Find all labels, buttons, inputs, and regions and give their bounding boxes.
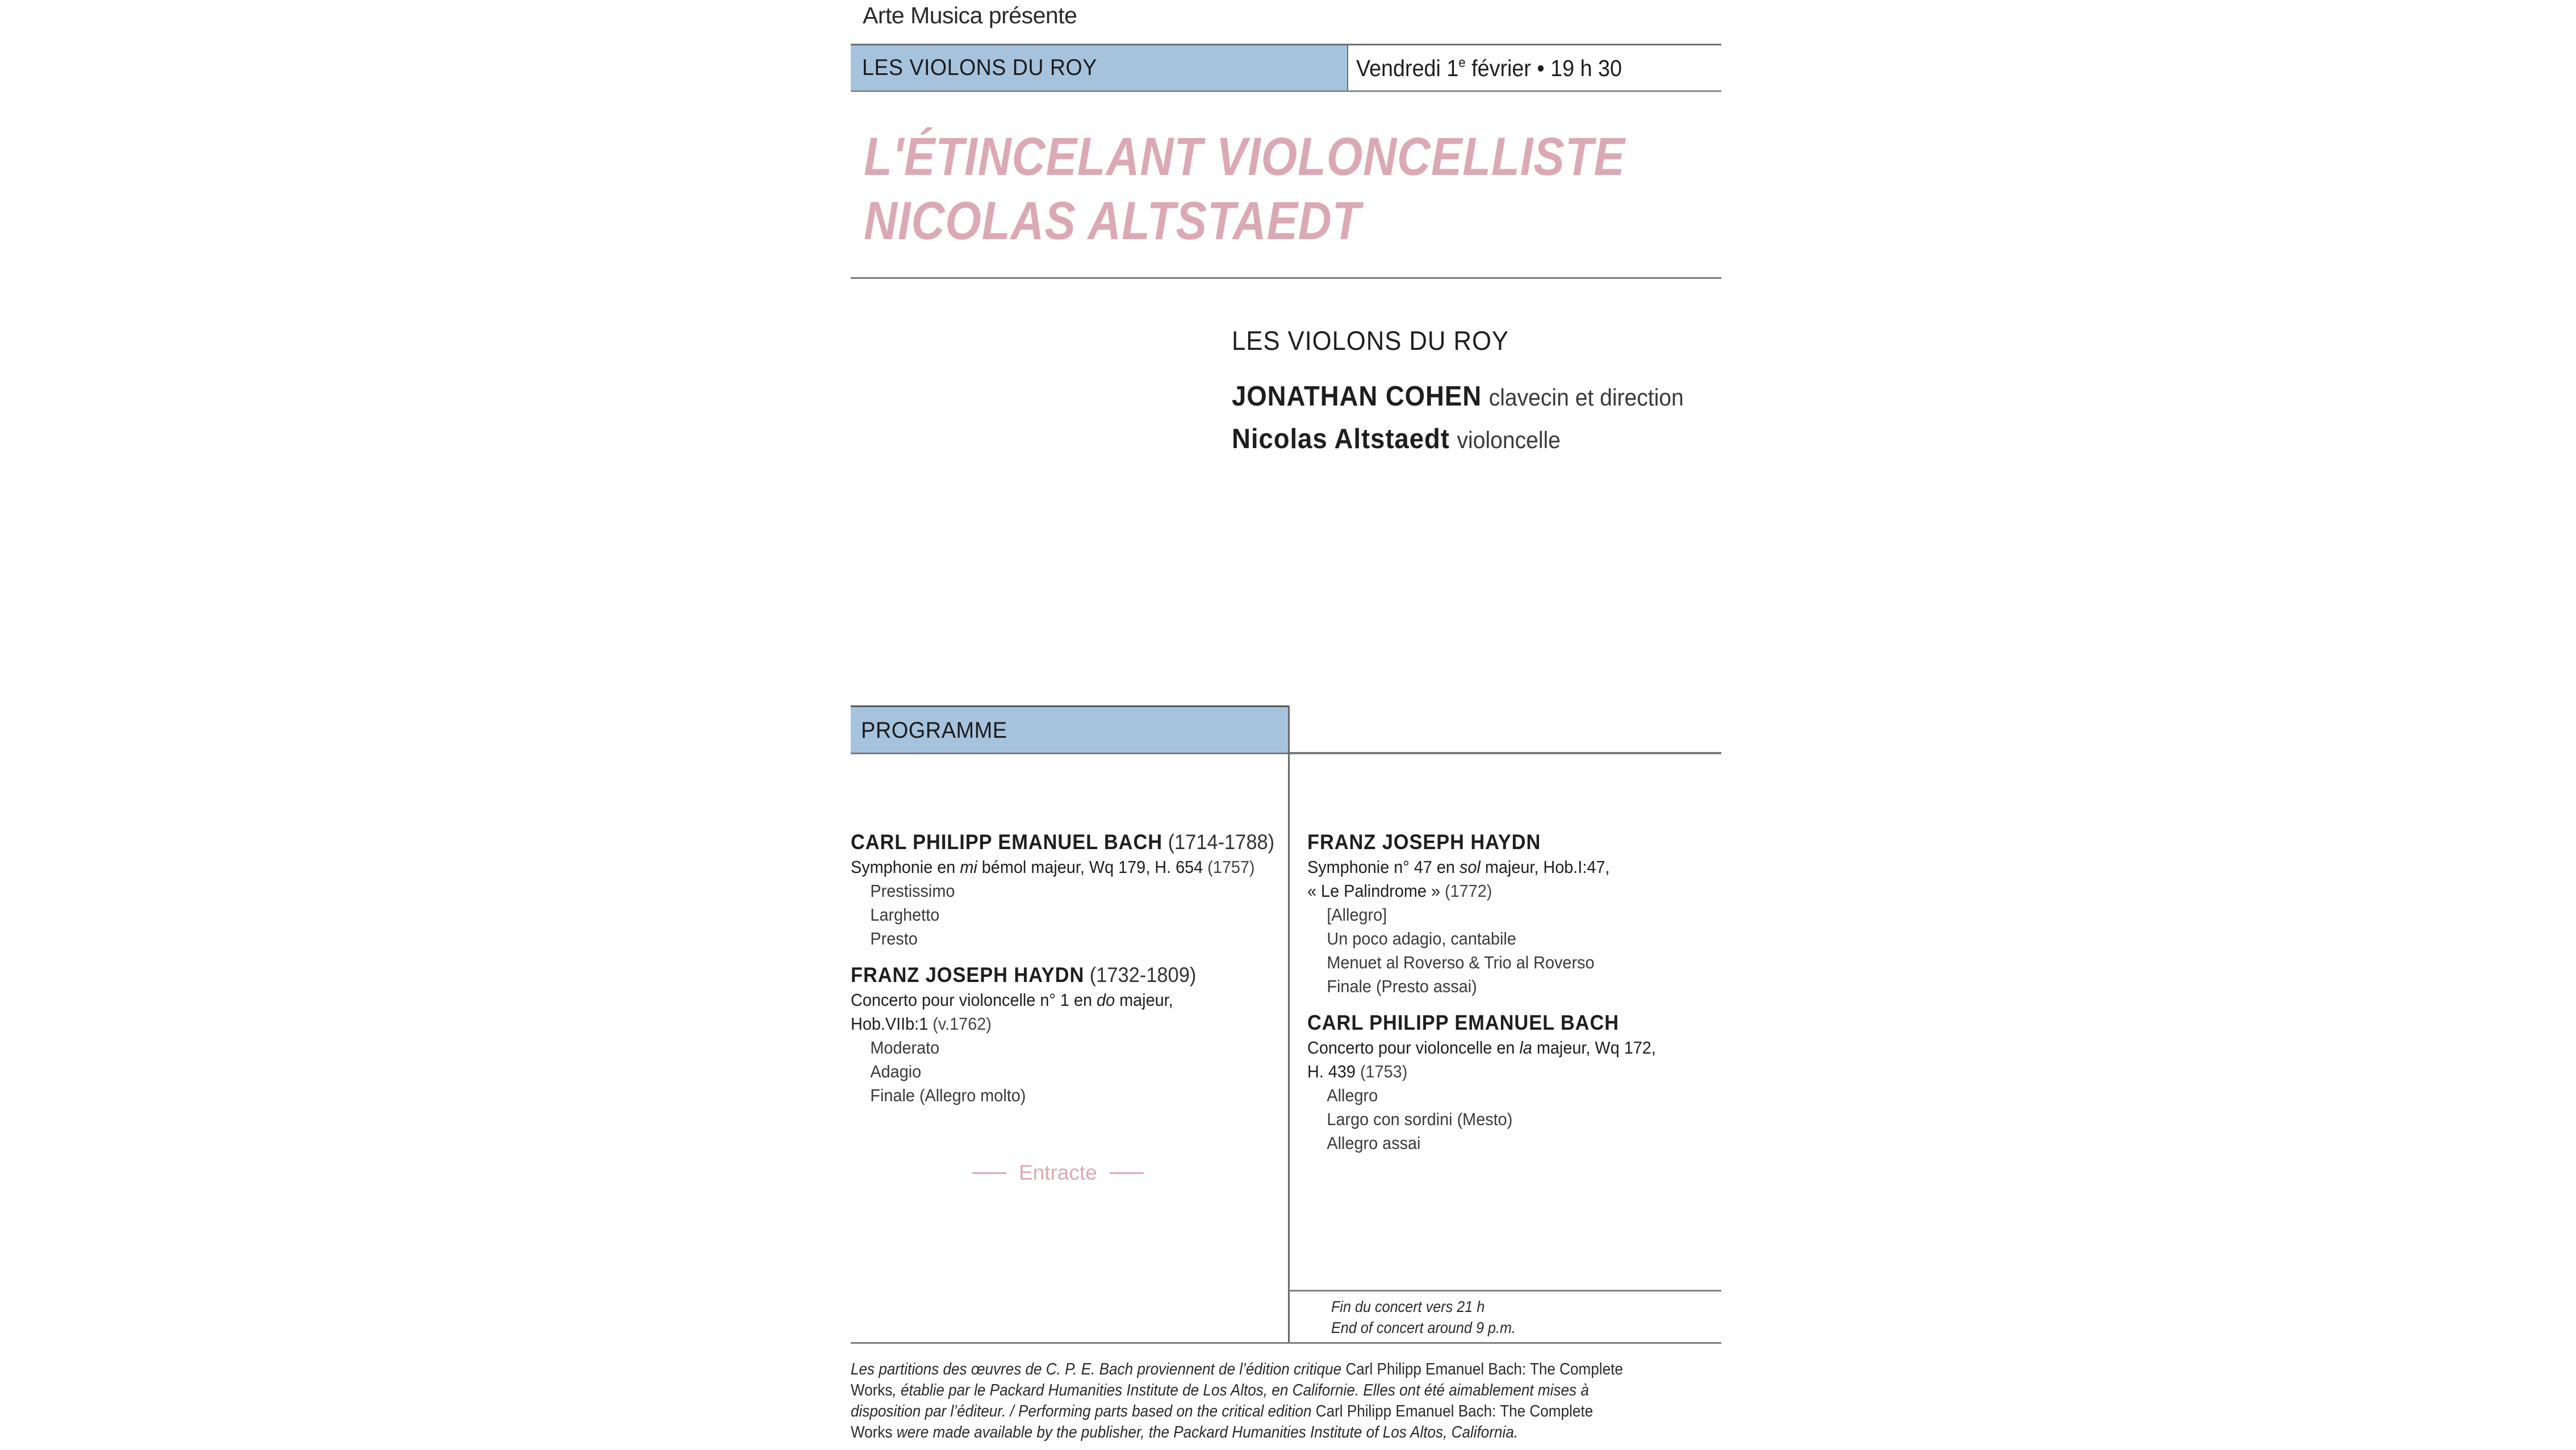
concert-date — [1356, 55, 1622, 82]
performer-role: violoncelle — [1457, 427, 1561, 453]
footnote-text: , établie par le Packard Humanities Institute de Los Altos, en Californie. Elles ont été aimablement mises à — [892, 1381, 1589, 1399]
date-superscript: e — [1458, 55, 1466, 70]
work-year: (1772) — [1445, 881, 1492, 901]
header-ensemble-cell — [851, 45, 1348, 90]
composer-dates: (1732-1809) — [1089, 963, 1197, 987]
movement: Finale (Allegro molto) — [870, 1085, 1026, 1105]
movement: Allegro assai — [1327, 1133, 1421, 1153]
work-key: do — [1097, 990, 1115, 1010]
work-text: « Le Palindrome » — [1307, 881, 1445, 901]
intermission-dash — [972, 1172, 1006, 1174]
column-divider — [1288, 705, 1290, 1344]
work-text: bémol majeur, Wq 179, H. 654 — [977, 857, 1208, 877]
performer-row — [1232, 381, 1684, 412]
movement: Moderato — [870, 1038, 940, 1058]
work-text: Hob.VIIb:1 — [851, 1014, 933, 1034]
intermission-dash — [1110, 1172, 1144, 1174]
movement: Menuet al Roverso & Trio al Roverso — [1327, 952, 1595, 972]
footnote-text: disposition par l’éditeur. / Performing parts based on the critical edition — [851, 1402, 1316, 1420]
composer-name: CARL PHILIPP EMANUEL BACH — [1307, 1011, 1620, 1034]
work-title — [851, 988, 1252, 1012]
title-line-2: NICOLAS ALTSTAEDT — [864, 191, 1361, 251]
work-year: (1753) — [1360, 1062, 1408, 1081]
footnote-line — [851, 1359, 1720, 1380]
work-text: majeur, Hob.I:47, — [1480, 857, 1610, 877]
movement: Largo con sordini (Mesto) — [1327, 1109, 1513, 1129]
work-text: majeur, — [1115, 990, 1173, 1010]
work-title — [1307, 855, 1709, 879]
footnote-line — [851, 1380, 1720, 1401]
programme-header — [851, 705, 1289, 754]
work-text: Concerto pour violoncelle en — [1307, 1038, 1520, 1058]
movement: Allegro — [1327, 1085, 1378, 1105]
movement: Adagio — [870, 1062, 922, 1081]
footnote-line — [851, 1401, 1720, 1422]
intermission-label: Entracte — [1019, 1161, 1097, 1184]
intermission — [972, 1161, 1144, 1185]
footnote-text: were made available by the publisher, the Packard Humanities Institute of Los Altos, California. — [892, 1423, 1519, 1441]
composer-name: CARL PHILIPP EMANUEL BACH — [851, 830, 1163, 854]
programme-column-right — [1307, 829, 1739, 1167]
footnote-edition-title: Carl Philipp Emanuel Bach: The Complete — [1345, 1360, 1623, 1378]
footnote-edition-title: Works — [851, 1423, 893, 1441]
work-title — [1307, 1036, 1709, 1060]
bottom-divider — [851, 1342, 1721, 1344]
work-year: (v.1762) — [932, 1014, 992, 1034]
presenter-line: Arte Musica présente — [863, 2, 1077, 28]
programme-piece — [1307, 829, 1739, 998]
header-band — [851, 44, 1721, 92]
footnote-edition-title: Works — [851, 1381, 893, 1399]
work-key: sol — [1459, 857, 1481, 877]
work-text: H. 439 — [1307, 1062, 1360, 1081]
composer-dates: (1714-1788) — [1168, 830, 1275, 854]
movement: Un poco adagio, cantabile — [1327, 929, 1516, 948]
footnote-line — [851, 1422, 1720, 1443]
programme-piece — [851, 962, 1282, 1108]
composer — [851, 829, 1275, 855]
performer-name: Nicolas Altstaedt — [1232, 424, 1450, 454]
work-title — [851, 855, 1255, 879]
title-divider — [851, 277, 1721, 279]
work-key: la — [1519, 1038, 1532, 1058]
programme-piece — [851, 829, 1282, 951]
performer-role: clavecin et direction — [1488, 384, 1684, 411]
composer-name: FRANZ JOSEPH HAYDN — [851, 963, 1085, 987]
movement: Larghetto — [870, 905, 940, 925]
movement: Presto — [870, 929, 918, 948]
performer-ensemble: LES VIOLONS DU ROY — [1232, 325, 1509, 356]
concert-title — [864, 125, 1625, 253]
title-line-1: L'ÉTINCELANT VIOLONCELLISTE — [864, 127, 1625, 187]
end-note-fr: Fin du concert vers 21 h — [1331, 1298, 1485, 1315]
end-note-en: End of concert around 9 p.m. — [1331, 1319, 1516, 1336]
composer — [1307, 1010, 1709, 1036]
work-year: (1757) — [1207, 857, 1255, 877]
programme-label: PROGRAMME — [861, 718, 1007, 743]
composer — [1307, 829, 1709, 855]
programme-piece — [1307, 1010, 1739, 1155]
movement: Finale (Presto assai) — [1327, 976, 1477, 996]
work-title — [851, 1012, 1252, 1036]
footnote — [851, 1359, 1720, 1443]
end-note — [1331, 1296, 1516, 1338]
footnote-edition-title: Carl Philipp Emanuel Bach: The Complete — [1315, 1402, 1594, 1420]
movement: [Allegro] — [1327, 905, 1387, 925]
date-suffix: février • 19 h 30 — [1465, 55, 1622, 81]
work-key: mi — [960, 857, 977, 877]
work-text: majeur, Wq 172, — [1532, 1038, 1656, 1058]
composer — [851, 962, 1252, 988]
work-text: Symphonie n° 47 en — [1307, 857, 1460, 877]
end-note-rule — [1289, 1290, 1721, 1292]
programme-rule — [1289, 752, 1721, 754]
movement: Prestissimo — [870, 881, 955, 901]
work-text: Symphonie en — [851, 857, 960, 877]
work-text: Concerto pour violoncelle n° 1 en — [851, 990, 1097, 1010]
composer-name: FRANZ JOSEPH HAYDN — [1307, 830, 1541, 854]
header-ensemble: LES VIOLONS DU ROY — [862, 55, 1097, 80]
programme-column-left — [851, 829, 1282, 1119]
performer-name: JONATHAN COHEN — [1232, 381, 1482, 412]
performer-row — [1232, 423, 1561, 455]
work-title — [1307, 1060, 1709, 1084]
footnote-text: Les partitions des œuvres de C. P. E. Bach proviennent de l’édition critique — [851, 1360, 1346, 1378]
work-title — [1307, 879, 1709, 903]
date-prefix: Vendredi 1 — [1356, 55, 1459, 81]
